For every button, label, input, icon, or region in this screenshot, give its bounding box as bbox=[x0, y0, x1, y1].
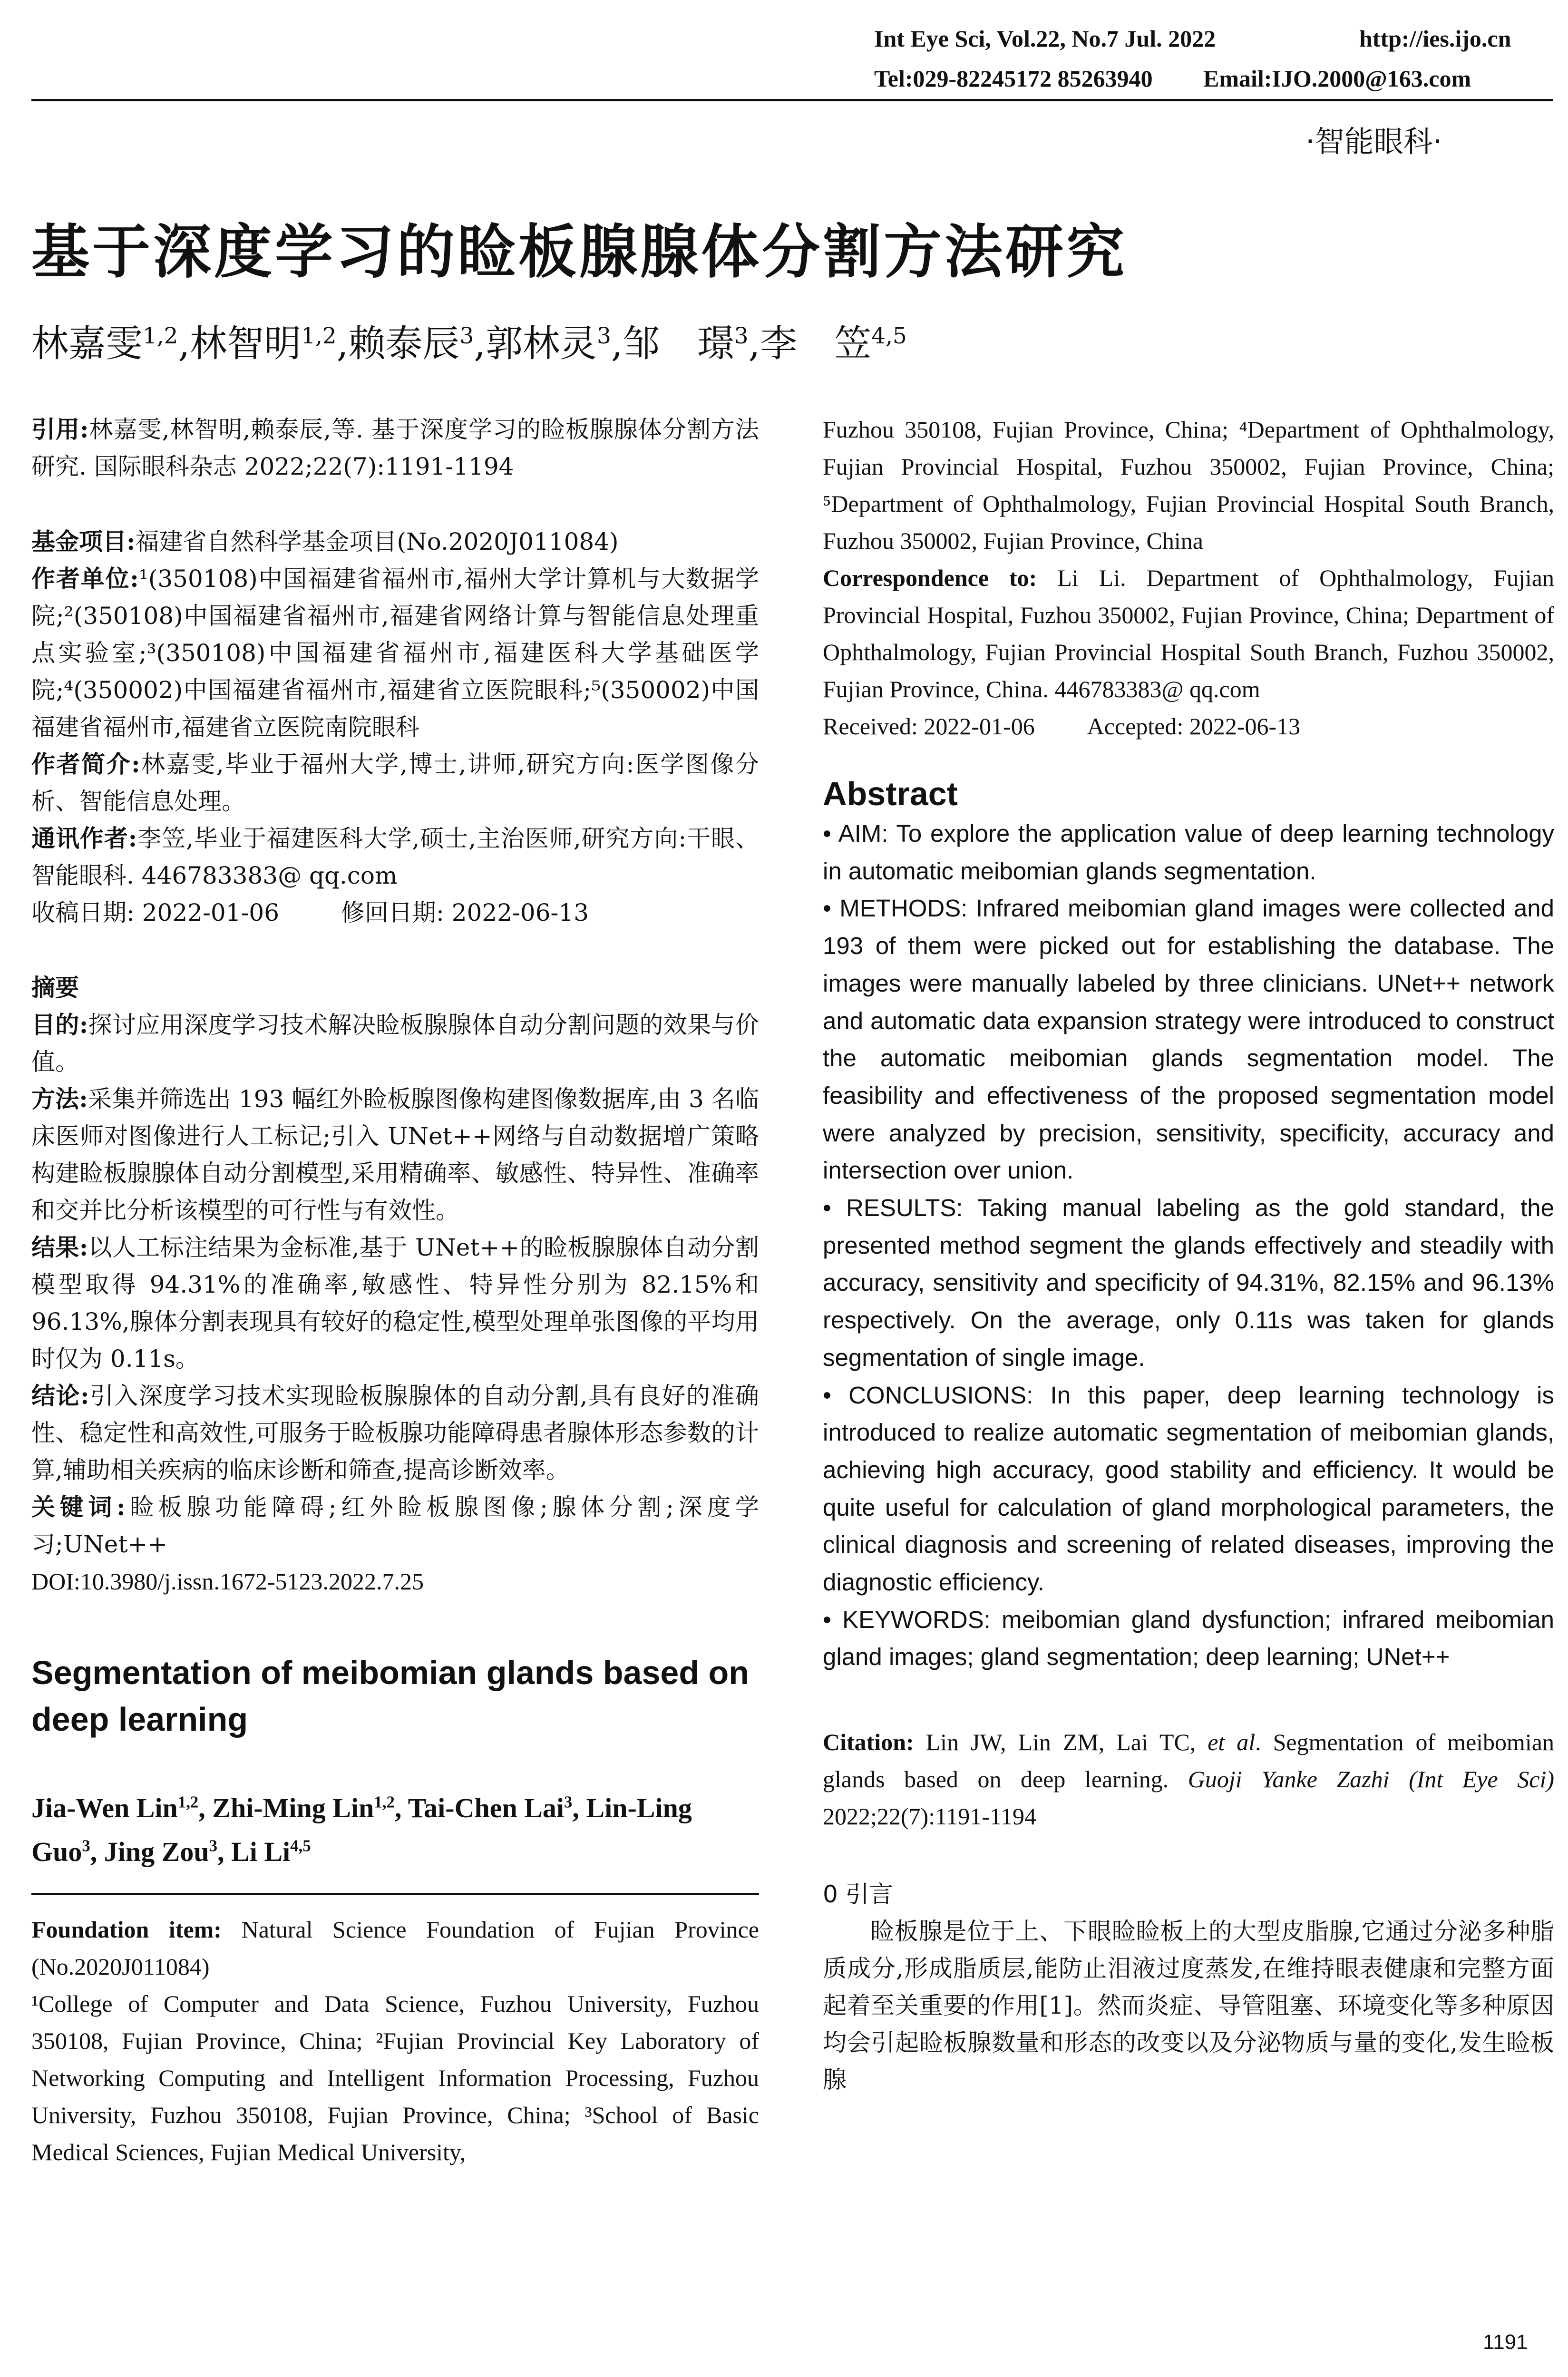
author-rule bbox=[31, 1893, 759, 1895]
fund-cn bbox=[31, 523, 759, 560]
author-separator: , bbox=[394, 1792, 408, 1823]
right-column bbox=[823, 411, 1554, 2098]
journal-email: Email:IJO.2000@163.com bbox=[1203, 65, 1471, 92]
author-separator: , bbox=[572, 1792, 586, 1823]
author-separator: , bbox=[611, 322, 623, 365]
results-en: • RESULTS: Taking manual labeling as the gold standard, the presented method segment the glands effectively and steadily with accuracy, sensitivity and specificity of 94.31%, 82.15% and 96.13% respectively. On the average, only 0.11s was taken for glands segmentation of single image. bbox=[823, 1194, 1554, 1371]
aim-cn-text: 探讨应用深度学习技术解决睑板腺腺体自动分割问题的效果与价值。 bbox=[31, 1011, 759, 1076]
left-column bbox=[31, 411, 759, 2171]
citation-en bbox=[823, 1724, 1554, 1835]
results-cn bbox=[31, 1229, 759, 1377]
section-label: ·智能眼科· bbox=[1305, 124, 1442, 159]
author-separator: , bbox=[474, 322, 486, 365]
foundation-label: Foundation item: bbox=[31, 1916, 222, 1943]
results-cn-label: 结果: bbox=[31, 1233, 88, 1261]
cn-author-name: 赖泰辰 bbox=[348, 322, 460, 365]
citation-cn-label: 引用: bbox=[31, 415, 89, 443]
citation-etal: et al bbox=[1208, 1729, 1256, 1756]
unit-cn bbox=[31, 560, 759, 746]
aim-en: • AIM: To explore the application value of deep learning technology in automatic meibomian glands segmentation. bbox=[823, 820, 1554, 885]
en-author-name: Jia-Wen Lin bbox=[31, 1792, 178, 1823]
fund-cn-text: 福建省自然科学基金项目(No.2020J011084) bbox=[135, 528, 619, 555]
results-cn-text: 以人工标注结果为金标准,基于 UNet++的睑板腺腺体自动分割模型取得 94.31%的准确率,敏感性、特异性分别为 82.15%和 96.13%,腺体分割表现具有较好的稳定性,模型处理单张图像的平均用时仅为 0.11s。 bbox=[31, 1234, 759, 1373]
cn-author-name: 林嘉雯 bbox=[31, 322, 143, 365]
aim-cn-label: 目的: bbox=[31, 1011, 88, 1039]
abstract-heading-cn: 摘要 bbox=[31, 974, 79, 1002]
citation-journal: Guoji Yanke Zazhi (Int Eye Sci) bbox=[1188, 1766, 1554, 1793]
en-author-name: Li Li bbox=[231, 1836, 291, 1867]
foundation-item bbox=[31, 1911, 759, 1985]
en-author-sup: 3 bbox=[564, 1792, 573, 1812]
cn-author-sup: 1,2 bbox=[143, 323, 178, 349]
affiliations-en: ¹College of Computer and Data Science, Fuzhou University, Fuzhou 350108, Fujian Province, China; ²Fujian Provincial Key Laboratory of Networking Computing and Intelligent Information Processing, Fuzhou University, Fuzhou 350108, Fujian Province, China; ³School of Basic Medical Sciences, Fujian Medical University, bbox=[31, 1990, 759, 2165]
journal-info: Int Eye Sci, Vol.22, No.7 Jul. 2022 bbox=[874, 25, 1216, 52]
correspondence-label: Correspondence to: bbox=[823, 565, 1037, 591]
methods-cn bbox=[31, 1081, 759, 1229]
unit-cn-label: 作者单位: bbox=[31, 565, 139, 593]
bio-cn-text: 林嘉雯,毕业于福州大学,博士,讲师,研究方向:医学图像分析、智能信息处理。 bbox=[31, 750, 759, 815]
author-list-cn bbox=[31, 314, 907, 367]
conclusion-cn-text: 引入深度学习技术实现睑板腺腺体的自动分割,具有良好的准确性、稳定性和高效性,可服务于睑板腺功能障碍患者腺体形态参数的计算,辅助相关疾病的临床诊断和筛查,提高诊断效率。 bbox=[31, 1382, 759, 1484]
received-en: Received: 2022-01-06 bbox=[823, 713, 1035, 740]
cn-author-sup: 1,2 bbox=[301, 323, 337, 349]
foundation-text: Natural Science Foundation of Fujian Province (No.2020J011084) bbox=[31, 1916, 759, 1980]
abstract-heading-en: Abstract bbox=[823, 775, 958, 812]
conclusion-cn bbox=[31, 1377, 759, 1489]
cn-author-name: 郭林灵 bbox=[486, 322, 597, 365]
author-separator: , bbox=[748, 322, 760, 365]
bio-cn-label: 作者简介: bbox=[31, 750, 140, 778]
dates-cn bbox=[31, 894, 759, 931]
keywords-en: • KEYWORDS: meibomian gland dysfunction; infrared meibomian gland images; gland segmentation; deep learning; UNet++ bbox=[823, 1606, 1554, 1671]
citation-en-label: Citation: bbox=[823, 1729, 914, 1756]
fund-cn-label: 基金项目: bbox=[31, 527, 136, 555]
citation-cn-text: 林嘉雯,林智明,赖泰辰,等. 基于深度学习的睑板腺腺体分割方法研究. 国际眼科杂志 2022;22(7):1191-1194 bbox=[31, 416, 759, 480]
methods-cn-label: 方法: bbox=[31, 1085, 88, 1113]
title-en: Segmentation of meibomian glands based on deep learning bbox=[31, 1654, 750, 1738]
accepted-en: Accepted: 2022-06-13 bbox=[1087, 713, 1301, 740]
correspondence-en bbox=[823, 559, 1554, 708]
en-author-sup: 1,2 bbox=[374, 1792, 395, 1812]
aim-cn bbox=[31, 1006, 759, 1081]
en-author-sup: 4,5 bbox=[290, 1836, 311, 1855]
author-separator: , bbox=[217, 1836, 232, 1867]
page-number: 1191 bbox=[1483, 2330, 1528, 2354]
corr-cn-text: 李笠,毕业于福建医科大学,硕士,主治医师,研究方向:干眼、智能眼科. 446783383@ qq.com bbox=[31, 825, 759, 889]
citation-cn bbox=[31, 411, 759, 485]
citation-en-text-a: Lin JW, Lin ZM, Lai TC, bbox=[925, 1729, 1196, 1756]
journal-url: http://ies.ijo.cn bbox=[1359, 25, 1511, 52]
corr-cn-label: 通讯作者: bbox=[31, 824, 137, 852]
revised-cn: 修回日期: 2022-06-13 bbox=[341, 899, 589, 926]
en-author-name: Lin-Ling Guo bbox=[31, 1792, 692, 1867]
cn-author-sup: 3 bbox=[597, 323, 611, 349]
corr-cn bbox=[31, 820, 759, 894]
dates-en bbox=[823, 708, 1554, 745]
intro-text: 睑板腺是位于上、下眼睑睑板上的大型皮脂腺,它通过分泌多种脂质成分,形成脂质层,能防止泪液过度蒸发,在维持眼表健康和完整方面起着至关重要的作用[1]。然而炎症、导管阻塞、环境变化等多种原因均会引起睑板腺数量和形态的改变以及分泌物质与量的变化,发生睑板腺 bbox=[823, 1918, 1554, 2094]
en-author-name: Tai-Chen Lai bbox=[408, 1792, 565, 1823]
methods-en: • METHODS: Infrared meibomian gland images were collected and 193 of them were picked out for establishing the database. The images were manually labeled by three clinicians. UNet++ network and automatic data expansion strategy were introduced to construct the automatic meibomian glands segmentation model. The feasibility and effectiveness of the proposed segmentation model were analyzed by precision, sensitivity, specificity, accuracy and intersection over union. bbox=[823, 895, 1554, 1184]
author-separator: , bbox=[198, 1792, 213, 1823]
cn-author-name: 林智明 bbox=[190, 322, 302, 365]
author-separator: , bbox=[178, 322, 190, 365]
cn-author-name: 邹 璟 bbox=[623, 322, 734, 365]
keywords-cn-label: 关键词: bbox=[31, 1493, 126, 1521]
intro-heading: 0 引言 bbox=[823, 1880, 893, 1909]
en-author-name: Jing Zou bbox=[104, 1836, 209, 1867]
header-rule bbox=[31, 99, 1553, 101]
en-author-sup: 3 bbox=[209, 1836, 218, 1855]
cn-author-sup: 4,5 bbox=[871, 323, 907, 349]
doi: DOI:10.3980/j.issn.1672-5123.2022.7.25 bbox=[31, 1568, 424, 1595]
author-list-en bbox=[31, 1786, 759, 1874]
journal-tel: Tel:029-82245172 85263940 bbox=[874, 65, 1153, 92]
conclusions-en: • CONCLUSIONS: In this paper, deep learning technology is introduced to realize automatic segmentation of meibomian glands, achieving high accuracy, good stability and efficiency. It would be quite useful for calculation of gland morphological parameters, the clinical diagnosis and screening of related diseases, improving the diagnostic efficiency. bbox=[823, 1381, 1554, 1596]
correspondence-text: Li Li. Department of Ophthalmology, Fujian Provincial Hospital, Fuzhou 350002, Fujian Province, China; Department of Ophthalmology, Fujian Provincial Hospital South Branch, Fuzhou 350002, Fujian Province, China. 446783383@ qq.com bbox=[823, 565, 1555, 702]
affiliations-en-cont: Fuzhou 350108, Fujian Province, China; ⁴Department of Ophthalmology, Fujian Provincial Hospital, Fuzhou 350002, Fujian Province, China; ⁵Department of Ophthalmology, Fujian Provincial Hospital South Branch, Fuzhou 350002, Fujian Province, China bbox=[823, 416, 1554, 554]
received-cn: 收稿日期: 2022-01-06 bbox=[31, 899, 280, 926]
cn-author-sup: 3 bbox=[734, 323, 749, 349]
citation-en-text-c: 2022;22(7):1191-1194 bbox=[823, 1803, 1037, 1830]
keywords-cn bbox=[31, 1489, 759, 1563]
page-title: 基于深度学习的睑板腺腺体分割方法研究 bbox=[31, 218, 1127, 286]
cn-author-sup: 3 bbox=[459, 323, 474, 349]
keywords-cn-text: 睑板腺功能障碍;红外睑板腺图像;腺体分割;深度学习;UNet++ bbox=[31, 1493, 759, 1558]
en-author-sup: 3 bbox=[82, 1836, 90, 1855]
author-separator: , bbox=[336, 322, 349, 365]
citation-en-text-b: . Segmentation of meibomian glands based on deep learning. bbox=[823, 1729, 1555, 1793]
author-separator: , bbox=[90, 1836, 104, 1867]
conclusion-cn-label: 结论: bbox=[31, 1382, 89, 1410]
cn-author-name: 李 笠 bbox=[760, 322, 872, 365]
en-author-name: Zhi-Ming Lin bbox=[212, 1792, 374, 1823]
methods-cn-text: 采集并筛选出 193 幅红外睑板腺图像构建图像数据库,由 3 名临床医师对图像进行人工标记;引入 UNet++网络与自动数据增广策略构建睑板腺腺体自动分割模型,采用精确率、敏感性、特异性、准确率和交并比分析该模型的可行性与有效性。 bbox=[31, 1085, 759, 1224]
en-author-sup: 1,2 bbox=[177, 1792, 199, 1812]
unit-cn-text: ¹(350108)中国福建省福州市,福州大学计算机与大数据学院;²(350108)中国福建省福州市,福建省网络计算与智能信息处理重点实验室;³(350108)中国福建省福州市,福建医科大学基础医学院;⁴(350002)中国福建省福州市,福建省立医院眼科;⁵(350002)中国福建省福州市,福建省立医院南院眼科 bbox=[31, 565, 759, 741]
bio-cn bbox=[31, 746, 759, 820]
